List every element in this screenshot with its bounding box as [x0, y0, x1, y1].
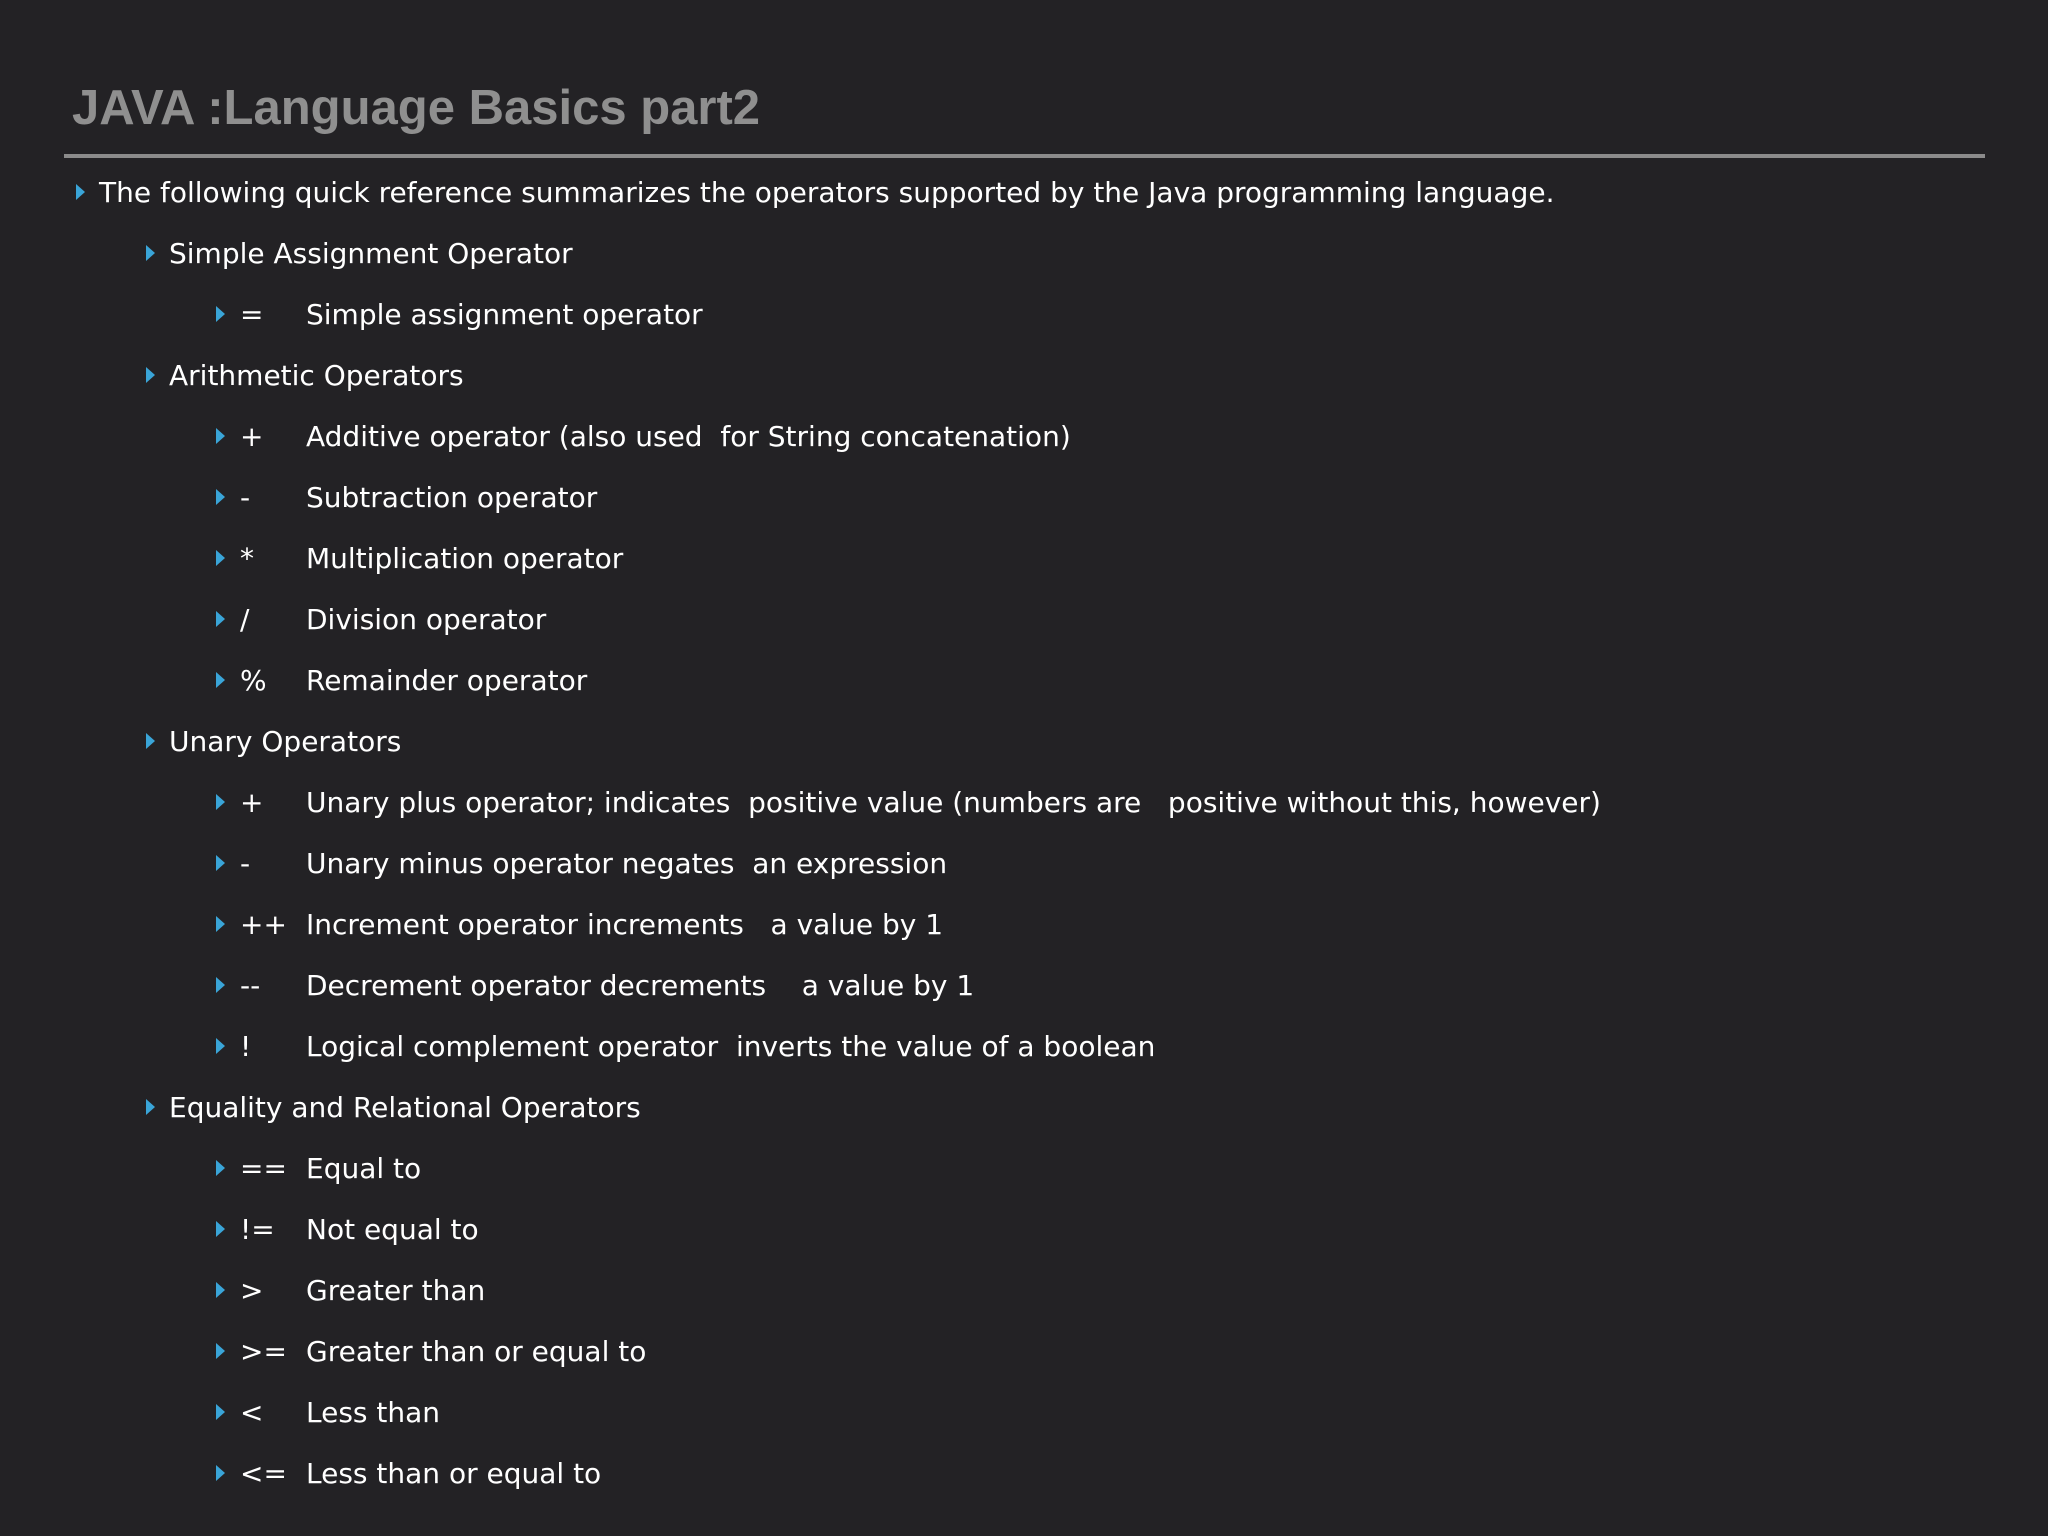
- operator-description: Remainder operator: [306, 663, 588, 697]
- operator-symbol: <=: [240, 1456, 287, 1490]
- operator-item: [216, 408, 1071, 464]
- title-divider: [64, 154, 1985, 158]
- operator-description: Unary minus operator negates an expression: [306, 846, 948, 880]
- slide-title: JAVA :Language Basics part2: [72, 81, 761, 135]
- operator-item: [216, 1018, 1155, 1074]
- operator-description: Less than or equal to: [306, 1456, 602, 1490]
- bullet-arrow-icon: [216, 1465, 225, 1481]
- bullet-arrow-icon: [216, 672, 225, 688]
- section-heading: [146, 1079, 641, 1135]
- operator-symbol: *: [240, 541, 254, 575]
- operator-symbol: !: [240, 1029, 252, 1063]
- operator-item: [216, 1323, 646, 1379]
- bullet-arrow-icon: [216, 1404, 225, 1420]
- section-heading-text: Unary Operators: [169, 724, 402, 758]
- operator-item: [216, 1201, 479, 1257]
- intro-item: [76, 164, 1554, 220]
- operator-symbol: ++: [240, 907, 287, 941]
- operator-description: Additive operator (also used for String concatenation): [306, 419, 1071, 453]
- bullet-arrow-icon: [216, 550, 225, 566]
- operator-item: [216, 286, 703, 342]
- operator-item: [216, 835, 947, 891]
- operator-symbol: =: [240, 297, 264, 331]
- bullet-arrow-icon: [216, 855, 225, 871]
- intro-text: The following quick reference summarizes the operators supported by the Java programming language.: [99, 175, 1555, 209]
- operator-description: Greater than: [306, 1273, 486, 1307]
- operator-description: Logical complement operator inverts the value of a boolean: [306, 1029, 1156, 1063]
- operator-item: [216, 957, 974, 1013]
- section-heading-text: Equality and Relational Operators: [169, 1090, 641, 1124]
- section-heading: [146, 713, 401, 769]
- section-heading: [146, 347, 464, 403]
- operator-item: [216, 652, 587, 708]
- bullet-arrow-icon: [216, 977, 225, 993]
- section-heading-text: Arithmetic Operators: [169, 358, 464, 392]
- operator-item: [216, 1384, 440, 1440]
- operator-symbol: ==: [240, 1151, 287, 1185]
- section-heading-text: Simple Assignment Operator: [169, 236, 573, 270]
- operator-item: [216, 1140, 421, 1196]
- operator-description: Division operator: [306, 602, 547, 636]
- bullet-arrow-icon: [216, 611, 225, 627]
- operator-symbol: --: [240, 968, 261, 1002]
- operator-description: Greater than or equal to: [306, 1334, 647, 1368]
- bullet-arrow-icon: [216, 306, 225, 322]
- bullet-arrow-icon: [216, 1160, 225, 1176]
- bullet-arrow-icon: [146, 367, 155, 383]
- operator-symbol: +: [240, 419, 264, 453]
- operator-item: [216, 591, 546, 647]
- bullet-arrow-icon: [216, 1282, 225, 1298]
- bullet-arrow-icon: [216, 794, 225, 810]
- bullet-arrow-icon: [216, 1343, 225, 1359]
- operator-symbol: >: [240, 1273, 264, 1307]
- bullet-arrow-icon: [146, 1099, 155, 1115]
- bullet-arrow-icon: [216, 489, 225, 505]
- operator-description: Unary plus operator; indicates positive value (numbers are positive without this, however): [306, 785, 1601, 819]
- bullet-arrow-icon: [216, 428, 225, 444]
- operator-description: Decrement operator decrements a value by 1: [306, 968, 975, 1002]
- operator-item: [216, 896, 943, 952]
- operator-symbol: <: [240, 1395, 264, 1429]
- operator-symbol: %: [240, 663, 267, 697]
- bullet-arrow-icon: [216, 916, 225, 932]
- bullet-arrow-icon: [146, 245, 155, 261]
- operator-description: Increment operator increments a value by 1: [306, 907, 944, 941]
- operator-symbol: +: [240, 785, 264, 819]
- operator-symbol: >=: [240, 1334, 287, 1368]
- operator-item: [216, 1445, 601, 1501]
- operator-symbol: -: [240, 846, 251, 880]
- bullet-arrow-icon: [76, 184, 85, 200]
- bullet-arrow-icon: [216, 1038, 225, 1054]
- operator-item: [216, 774, 1601, 830]
- bullet-arrow-icon: [216, 1221, 225, 1237]
- operator-symbol: -: [240, 480, 251, 514]
- operator-description: Subtraction operator: [306, 480, 598, 514]
- operator-item: [216, 530, 623, 586]
- operator-description: Equal to: [306, 1151, 422, 1185]
- bullet-arrow-icon: [146, 733, 155, 749]
- operator-description: Not equal to: [306, 1212, 479, 1246]
- operator-description: Simple assignment operator: [306, 297, 703, 331]
- section-heading: [146, 225, 573, 281]
- operator-item: [216, 469, 597, 525]
- operator-symbol: !=: [240, 1212, 275, 1246]
- operator-description: Multiplication operator: [306, 541, 624, 575]
- operator-description: Less than: [306, 1395, 441, 1429]
- operator-symbol: /: [240, 602, 250, 636]
- operator-item: [216, 1262, 485, 1318]
